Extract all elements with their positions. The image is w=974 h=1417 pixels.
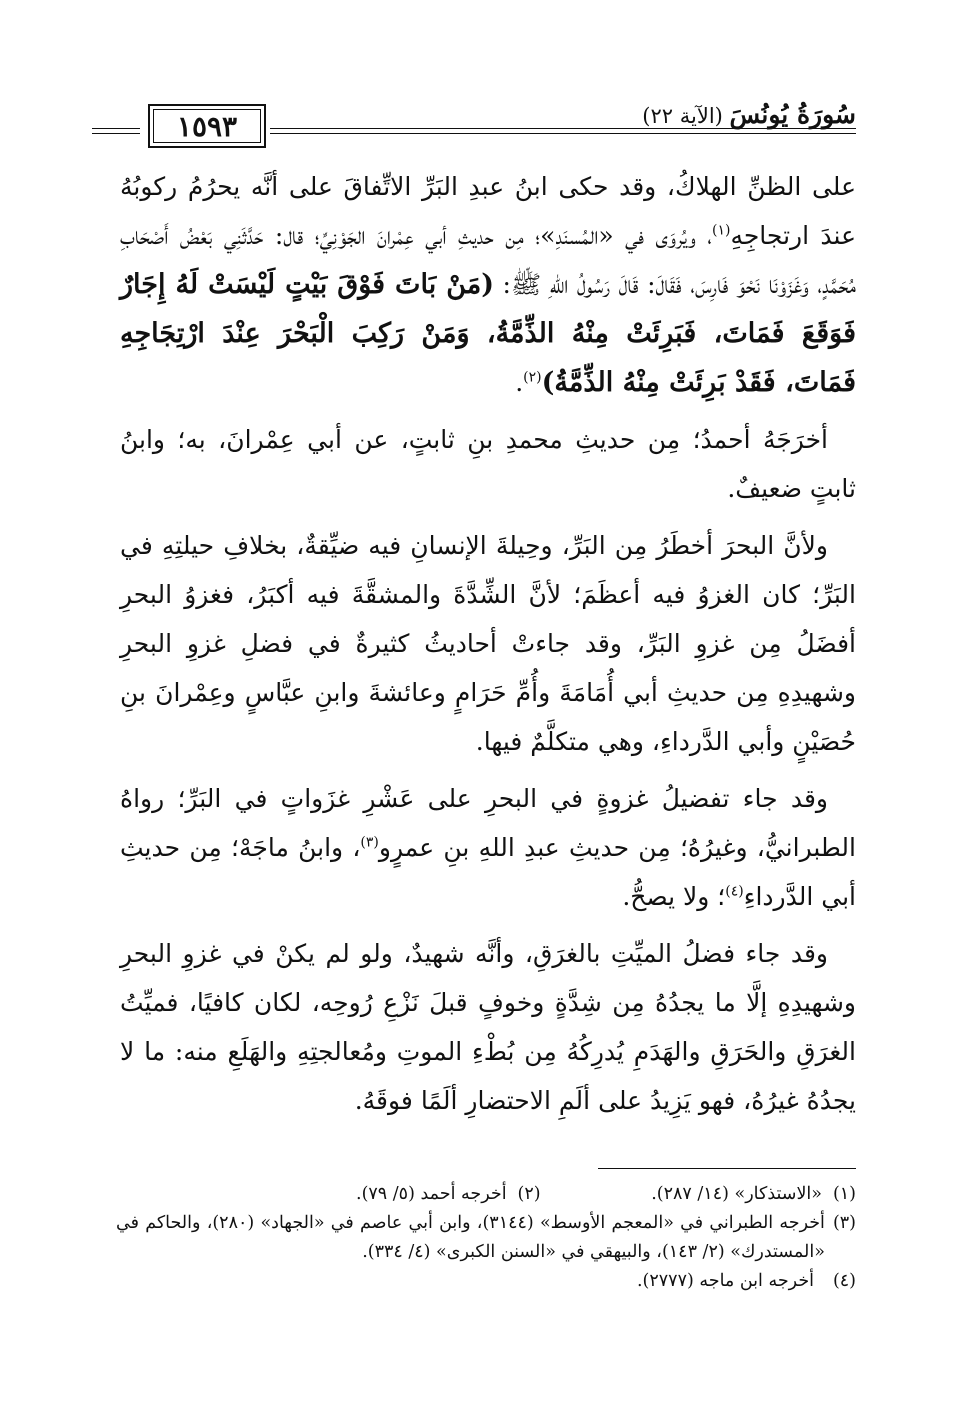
paragraph-5: وقد جاء فضلُ الميِّتِ بالغرَقِ، وأنَّه شهيدٌ، ولو لم يكنْ في غزوِ البحرِ وشهيدِهِ إلَّا ما يجدُهُ مِن شِدَّةٍ وخوفٍ قبلَ نَزْعِ رُوحِه، لكان كافيًا، فميِّتُ الغرَقِ والحَرَقِ والهَدَمِ يُدرِكُهُ مِن بُطْءِ الموتِ ومُعالجتِهِ والهَلَعِ منه: ما لا يجدُهُ غيرُهُ، فهو يَزِيدُ على ألَمِ الاحتضارِ ألَمًا فوقَهُ. [120, 939, 856, 1115]
footnote-text: أخرجه ابن ماجه (٢٧٧٧). [636, 1271, 814, 1291]
footnote-row [116, 1180, 856, 1209]
paragraph-text: على الظنِّ الهلاكُ، وقد حكى ابنُ عبدِ البَرِّ الاتِّفاقَ على أنَّه يحرُمُ ركوبُهُ عندَ ارتجاجِهِ [120, 172, 856, 250]
verse-reference: (الآية ٢٢) [642, 104, 723, 128]
paragraph-1 [120, 162, 856, 407]
paragraph-4 [120, 774, 856, 921]
paragraph-text: ؛ ولا يصحُّ. [622, 882, 726, 911]
footnote-1 [651, 1180, 856, 1209]
header-rule [270, 133, 856, 134]
footnote-number: (١) [832, 1184, 856, 1204]
page-number: ١٥٩٣ [176, 109, 238, 143]
paragraph-text: . [515, 368, 524, 397]
footnote-ref-1[interactable]: (١) [711, 222, 731, 239]
page-number-box [148, 104, 266, 148]
paragraph-text: ، ويُروَى في «المُسنَدِ»؛ مِن حديثِ أبي عِمْرانَ الجَوْنِيِّ؛ قال: حَدَّثَنِي بَعْضُ أَصْحَابِ مُحَمَّدٍ، وَغَزَوْنَا نَحْوَ فَارِسَ، فَقَالَ: قَالَ رَسُولُ اللهِ ﷺ: [120, 221, 856, 299]
paragraph-text: ، وابنُ ماجَهْ؛ مِن حديثِ أبي الدَّرداءِ [120, 833, 856, 911]
paragraph-2: أخرَجَهُ أحمدُ؛ مِن حديثِ محمدِ بنِ ثابتٍ، عن أبي عِمْرانَ، به؛ وابنُ ثابتٍ ضعيفٌ. [120, 425, 856, 503]
footnote-separator [598, 1168, 856, 1169]
footnote-3 [116, 1209, 856, 1267]
footnote-text: أخرجه أحمد (٥/ ٧٩). [356, 1184, 507, 1204]
paragraph-text: وقد جاء تفضيلُ غزوةٍ في البحرِ على عَشْرِ غزَواتٍ في البَرِّ؛ رواهُ الطبرانيُّ، وغيرُهُ؛ مِن حديثِ عبدِ اللهِ بنِ عمرٍو [120, 784, 856, 862]
main-text [120, 162, 856, 1125]
header-rule [92, 133, 140, 134]
footnote-ref-3[interactable]: (٣) [360, 834, 379, 851]
hadith-quote: (مَنْ بَاتَ فَوْقَ بَيْتٍ لَيْسَتْ لَهُ إِجَارٌ فَوَقَعَ فَمَاتَ، فَبَرِئَتْ مِنْهُ الذِّمَّةُ، وَمَنْ رَكِبَ الْبَحْرَ عِنْدَ ارْتِجَاجِهِ فَمَاتَ، فَقَدْ بَرِئَتْ مِنْهُ الذِّمَّةُ) [120, 269, 856, 398]
footnote-number: (٣) [832, 1213, 856, 1233]
footnote-number: (٤) [832, 1271, 856, 1291]
header-rule [92, 128, 140, 129]
footnote-text: «الاستذكار» (١٤/ ٢٨٧). [651, 1184, 822, 1204]
footnote-2 [356, 1180, 541, 1209]
header-title [642, 100, 856, 129]
paragraph-3: ولأنَّ البحرَ أخطَرُ مِن البَرِّ، وحِيلةَ الإنسانِ فيه ضيِّقةٌ، بخلافِ حيلتِهِ في البَرِّ؛ كان الغزوُ فيه أعظَمَ؛ لأنَّ الشِّدَّةَ والمشقَّةَ فيه أكبَرُ، فغزوُ البحرِ أفضَلُ مِن غزوِ البَرِّ، وقد جاءتْ أحاديثُ كثيرةٌ في فضلِ غزوِ البحرِ وشهيدِهِ مِن حديثِ أبي أُمَامَةَ وأُمِّ حَرَامٍ وعائشةَ وابنِ عبَّاسٍ وعِمْرانَ بنِ حُصَيْنٍ وأبي الدَّرداءِ، وهي متكلَّمٌ فيها. [120, 531, 856, 756]
sura-name: سُورَةُ يُونُسَ [729, 100, 856, 129]
footnote-ref-2[interactable]: (٢) [523, 369, 542, 386]
header-rule [270, 128, 856, 129]
footnote-text: أخرجه الطبراني في «المعجم الأوسط» (٣١٤٤)، وابن أبي عاصم في «الجهاد» (٢٨٠)، والحاكم في «المستدرك» (٢/ ١٤٣)، والبيهقي في «السنن الكبرى» (٤/ ٣٣٤). [116, 1213, 825, 1262]
footnote-4 [116, 1267, 856, 1296]
footnotes [116, 1180, 856, 1296]
footnote-ref-4[interactable]: (٤) [725, 883, 744, 900]
running-header [92, 96, 856, 146]
footnote-number: (٢) [517, 1184, 541, 1204]
